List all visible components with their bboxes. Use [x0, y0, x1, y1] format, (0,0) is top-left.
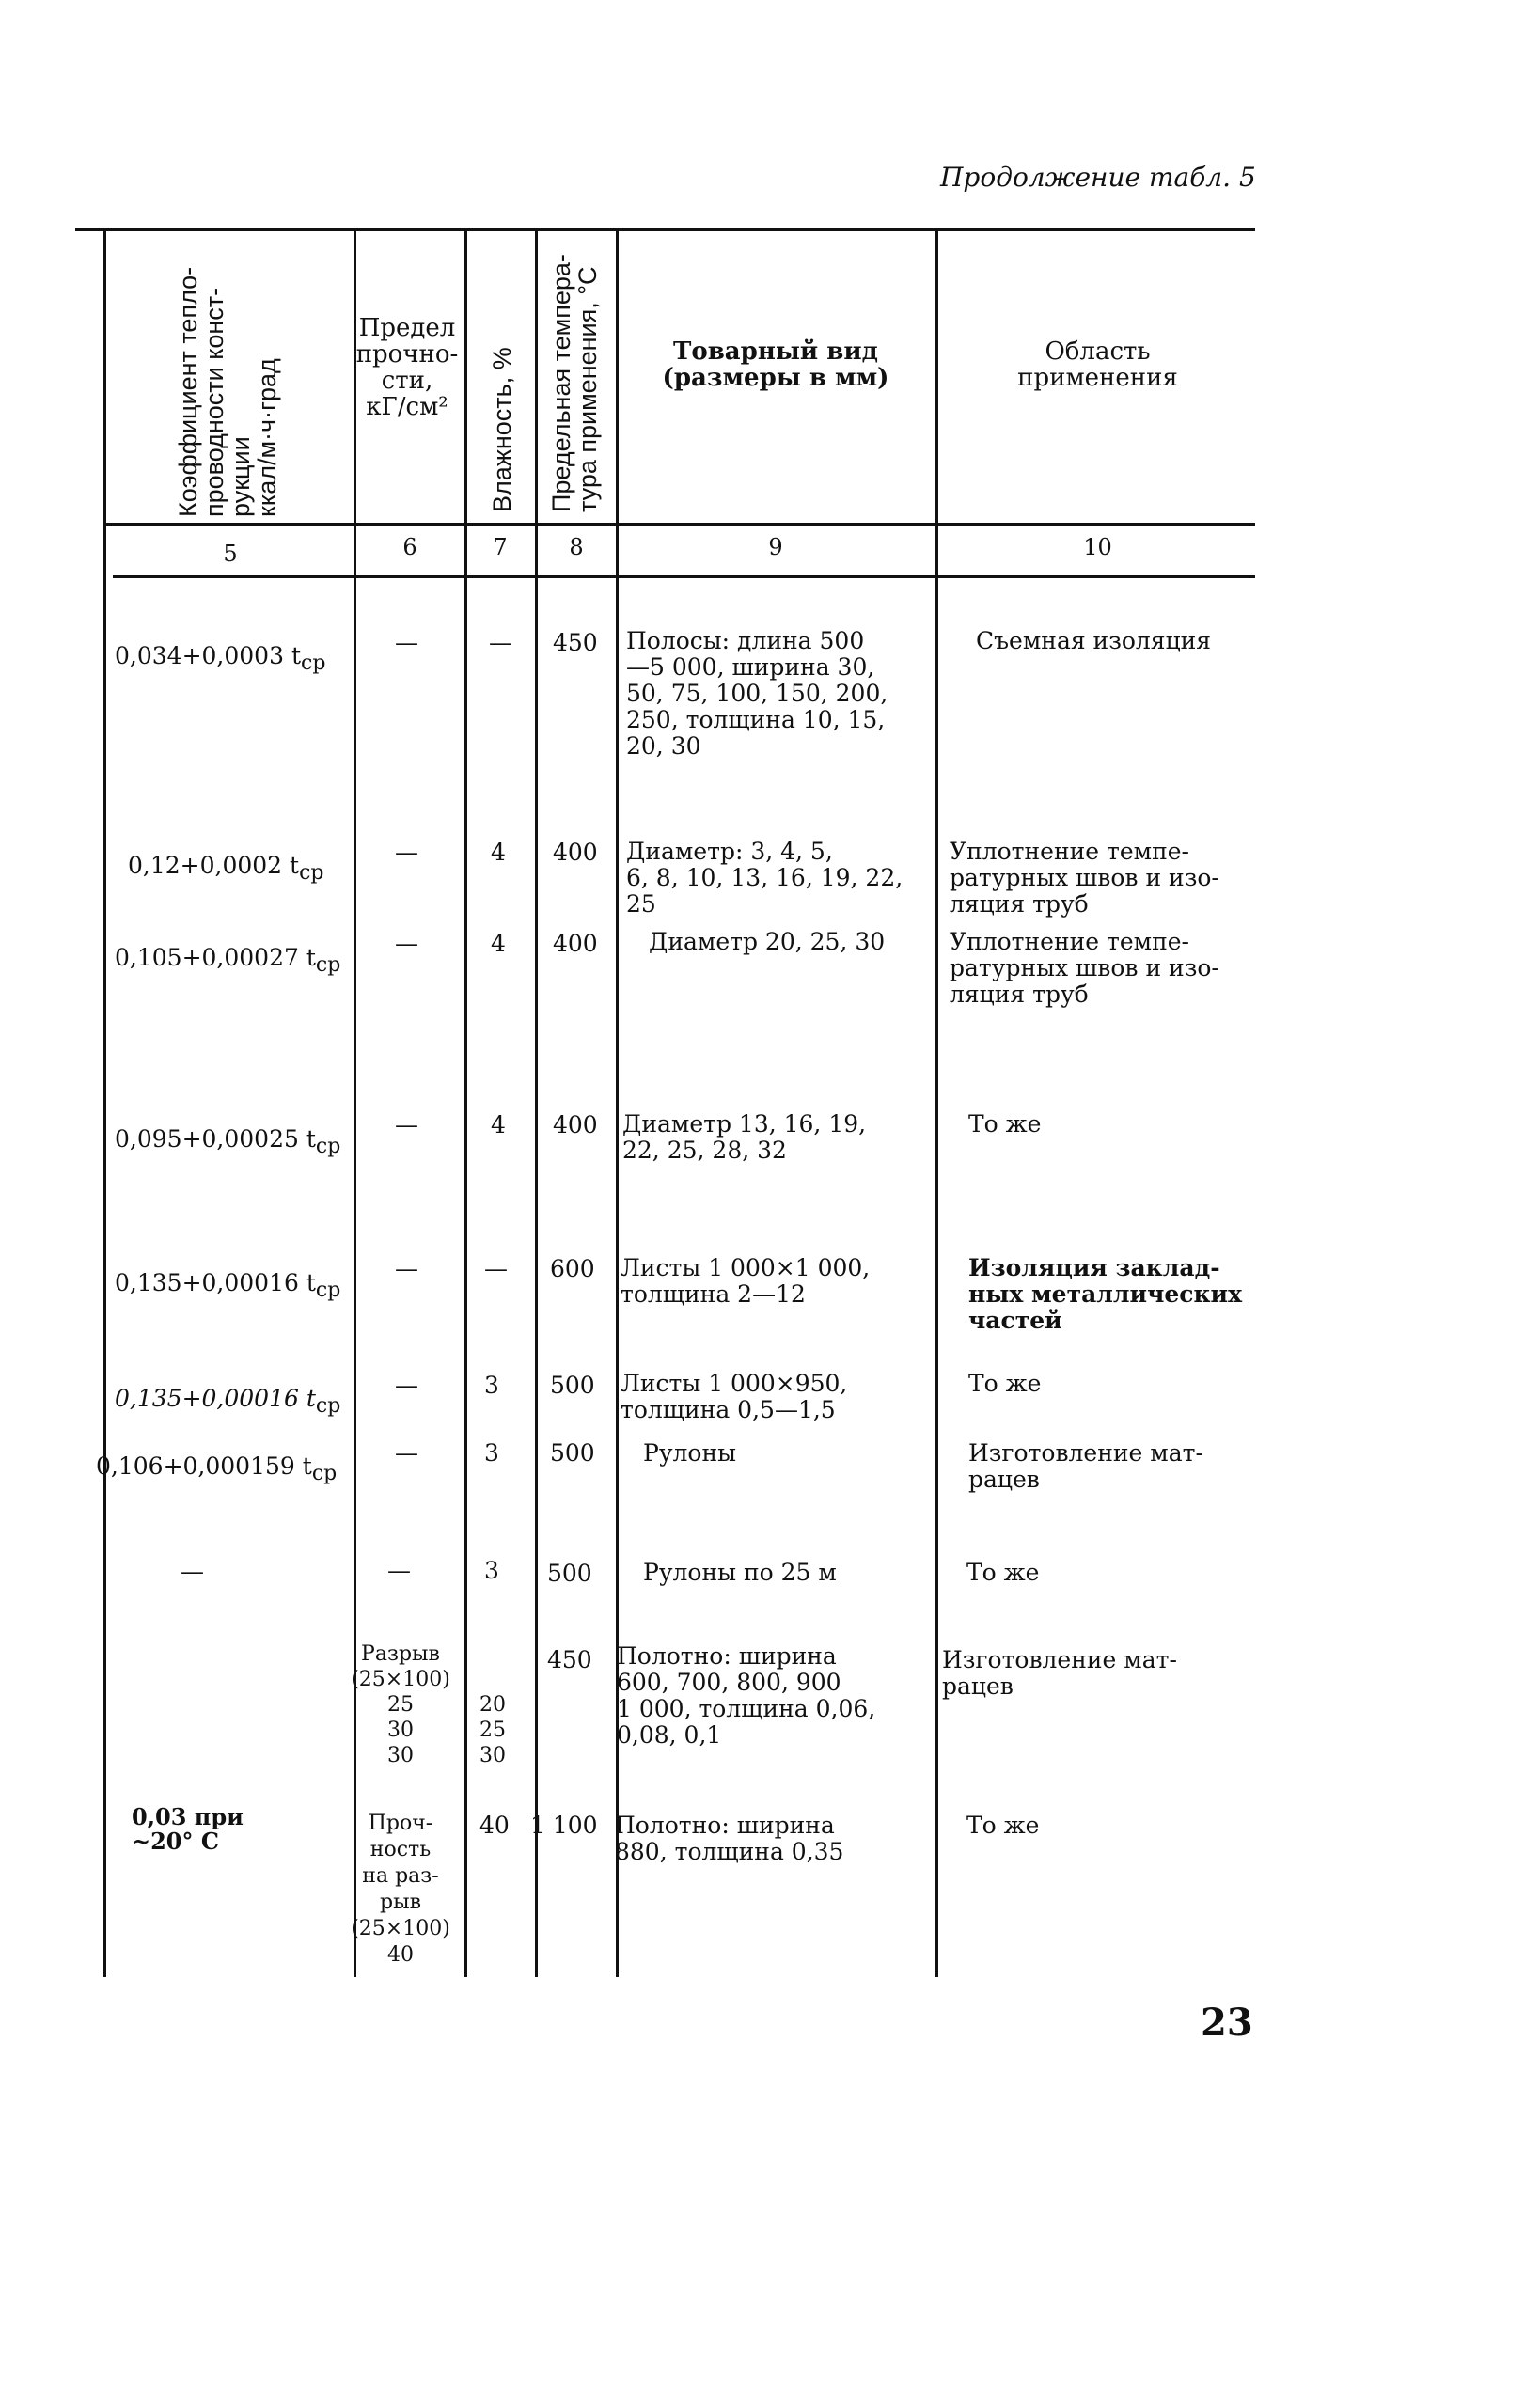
row-7-moisture: 3: [484, 1557, 499, 1584]
row-9-application: То же: [966, 1812, 1040, 1839]
row-0-strength: —: [395, 629, 418, 656]
row-7-product-form: Рулоны по 25 м: [643, 1559, 837, 1586]
row-5-strength: —: [395, 1372, 418, 1399]
row-9-strength: Проч- ность на раз- рыв (25×100) 40: [351, 1812, 450, 1967]
header-strength: Предел прочно- сти, кГ/см²: [355, 314, 459, 421]
col-number: 5: [223, 541, 238, 567]
row-3-moisture: 4: [491, 1111, 506, 1138]
col-divider-3: [464, 228, 467, 1977]
row-2-application: Уплотнение темпе- ратурных швов и изо- ляция труб: [950, 928, 1219, 1008]
row-1-moisture: 4: [491, 839, 506, 866]
row-6-strength: —: [395, 1439, 418, 1467]
row-5-moisture: 3: [484, 1372, 499, 1399]
row-6-moisture: 3: [484, 1439, 499, 1467]
row-3-strength: —: [395, 1111, 418, 1138]
row-3-application: То же: [968, 1110, 1042, 1138]
header-product-form: Товарный вид (размеры в мм): [662, 337, 889, 392]
row-8-temperature: 450: [547, 1646, 592, 1673]
row-5-coefficient: 0,135+0,00016 $t_{ср}$: [115, 1385, 341, 1418]
row-4-application: Изоляция заклад- ных металлических частей: [968, 1254, 1243, 1334]
row-4-coefficient: 0,135+0,00016 $t_{ср}$: [115, 1269, 341, 1302]
row-7-temperature: 500: [547, 1560, 592, 1587]
row-4-moisture: —: [484, 1255, 508, 1282]
row-2-strength: —: [395, 930, 418, 957]
table-continuation-caption: Продолжение табл. 5: [940, 162, 1256, 193]
row-0-temperature: 450: [553, 629, 598, 656]
row-7-coefficient: —: [181, 1558, 204, 1585]
col-divider-1: [103, 228, 106, 1977]
header-bottom-rule: [103, 523, 1255, 526]
row-0-moisture: —: [489, 629, 512, 656]
row-7-strength: —: [387, 1557, 411, 1584]
row-5-product-form: Листы 1 000×950, толщина 0,5—1,5: [621, 1370, 848, 1423]
row-0-product-form: Полосы: длина 500 —5 000, ширина 30, 50, 75, 100, 150, 200, 250, толщина 10, 15, 20, 30: [626, 627, 888, 760]
row-3-product-form: Диаметр 13, 16, 19, 22, 25, 28, 32: [622, 1110, 867, 1164]
row-5-application: То же: [968, 1370, 1042, 1397]
row-4-temperature: 600: [550, 1255, 595, 1282]
row-4-product-form: Листы 1 000×1 000, толщина 2—12: [621, 1254, 871, 1308]
row-6-coefficient: 0,106+0,000159 $t_{ср}$: [96, 1452, 338, 1485]
row-7-application: То же: [966, 1559, 1040, 1586]
row-9-moisture: 40: [479, 1812, 510, 1839]
col-divider-6: [935, 228, 938, 1977]
row-9-temperature: 1 100: [530, 1812, 598, 1839]
row-1-coefficient: 0,12+0,0002 $t_{ср}$: [128, 852, 324, 885]
header-thermal-conductivity: Коэффициент тепло- проводности конст- рукции ккал/м·ч·град: [174, 266, 281, 517]
row-1-product-form: Диаметр: 3, 4, 5, 6, 8, 10, 13, 16, 19, 22, 25: [626, 838, 904, 918]
row-8-strength: Разрыв (25×100) 25 30 30: [351, 1642, 450, 1767]
row-4-strength: —: [395, 1255, 418, 1282]
row-1-application: Уплотнение темпе- ратурных швов и изо- ляция труб: [950, 838, 1219, 918]
row-2-moisture: 4: [491, 930, 506, 957]
row-2-product-form: Диаметр 20, 25, 30: [649, 928, 886, 955]
row-1-temperature: 400: [553, 839, 598, 866]
row-6-temperature: 500: [550, 1439, 595, 1467]
row-8-application: Изготовление мат- рацев: [942, 1646, 1177, 1700]
col-number: 7: [493, 534, 508, 560]
row-2-coefficient: 0,105+0,00027 $t_{ср}$: [115, 944, 341, 977]
row-8-product-form: Полотно: ширина 600, 700, 800, 900 1 000, толщина 0,06, 0,08, 0,1: [617, 1642, 876, 1749]
row-8-moisture: 20 25 30: [479, 1693, 506, 1767]
header-max-temperature: Предельная темпера- тура применения, °С: [547, 254, 602, 512]
row-1-strength: —: [395, 839, 418, 866]
row-6-application: Изготовление мат- рацев: [968, 1439, 1203, 1493]
col-number: 6: [402, 534, 417, 560]
row-2-temperature: 400: [553, 930, 598, 957]
column-number-rule: [113, 575, 1255, 578]
table-top-rule: [75, 228, 1255, 231]
row-3-coefficient: 0,095+0,00025 $t_{ср}$: [115, 1125, 341, 1158]
col-number: 8: [569, 534, 584, 560]
row-9-product-form: Полотно: ширина 880, толщина 0,35: [615, 1812, 844, 1865]
row-6-product-form: Рулоны: [643, 1439, 737, 1467]
col-number: 9: [768, 534, 783, 560]
header-moisture: Влажность, %: [488, 347, 516, 512]
col-number: 10: [1083, 534, 1112, 560]
row-5-temperature: 500: [550, 1372, 595, 1399]
row-0-application: Съемная изоляция: [976, 627, 1212, 654]
header-application-area: Область применения: [1017, 337, 1178, 392]
col-divider-4: [535, 228, 538, 1977]
row-9-coefficient: 0,03 при ~20° С: [132, 1803, 244, 1855]
page-number: 23: [1201, 2001, 1253, 2045]
row-0-coefficient: 0,034+0,0003 $t_{ср}$: [115, 642, 326, 675]
row-3-temperature: 400: [553, 1111, 598, 1138]
